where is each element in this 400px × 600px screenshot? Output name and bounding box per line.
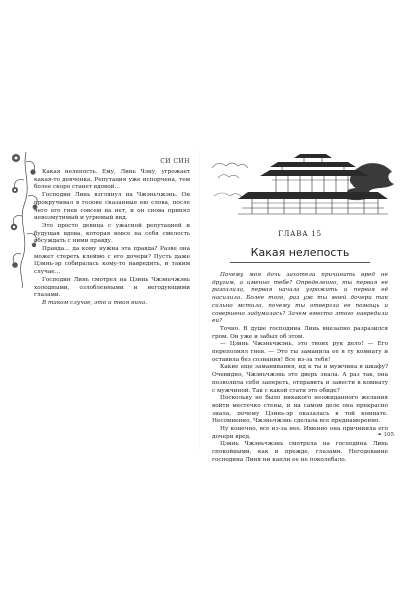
chapter-title: Какая нелепость: [250, 246, 350, 259]
paragraph: Цзинь Чжэньчжэнь смотрела на господина Линь спокойными, как и прежде, глазами. Негодование господина Линя ни капли ее не поколебало.: [212, 441, 388, 463]
chapter-label: ГЛАВА 15: [278, 230, 322, 238]
paragraph: Точно. В душе господина Линь внезапно разразился гром. Он уже и забыл об этом.: [212, 325, 388, 340]
page-number-block: [360, 432, 394, 438]
paragraph: Это просто девица с ужасной репутацией и будущая вдова, которая вовсе на себя смелость обсуждать с ними правду.: [34, 222, 190, 245]
paragraph: Почему моя дочь захотела причинить вред не другим, а именно тебе? Определенно, ты первая ее разозлила, первая начала угрожать и первая её насилила. Более того, раз уж ты моей дочери так сильно мстила, почему ты отвергла ее помощь и совершено задумалась? Зачем вместо этого навредила ей?: [212, 272, 388, 325]
page-number: 105: [383, 432, 394, 438]
paragraph: Ну конечно, все из-за нее. Именно она причинила его дочери вред.: [212, 426, 388, 440]
right-page: [200, 0, 400, 600]
title-rule: [230, 262, 370, 263]
running-head: СИ СИН: [160, 158, 190, 165]
paragraph: — Цзинь Чжэньчжэнь, это твоих рук дело! — Его переполнял гнев. — Это ты заманила ее в ту комнату и оставила без сознания! Все из-за тебя!: [212, 341, 388, 363]
chapter-title-block: [210, 244, 390, 266]
pagoda-illustration: [208, 148, 394, 218]
paragraph: Какие еще заманивания, ид к ты и мужчина в шкафу? Очевидно, Чжэньчжэнь это дверь знала. А раз так, она позволила себя запереть, отправить и завести в комнату с мужчиной. Так с какой стати это обиде?: [212, 364, 388, 394]
paragraph: Поскольку не было никакого неожиданного желания войти местечко стены, и на самом деле она прекрасно знала, почему Цзинь-эр оказалась в той комнате. Несомненно, Чжэньчжэнь сделала все преднамеренно.: [212, 395, 388, 425]
left-text-block: [34, 169, 190, 308]
paragraph: Какая нелепость. Ему, Линь Чэну, угрожает какая-то девчонка. Репутация уже испорчена, тем более скоро станет вдовой…: [34, 169, 190, 191]
paragraph: Правда… да кому нужна эта правда? Разве она может стереть клеймо с его дочери? Пусть даже Цзинь-эр собиралась кому-то навредить, и таким случае…: [34, 246, 190, 276]
paragraph: В таком случае, это и твоя вина.: [42, 299, 148, 306]
paragraph: Господин Линь смотрел на Цзинь Чжэньчжэнь холодными, озлобленными и негодующими глазами.: [34, 276, 190, 299]
paragraph: Господин Линь взглянул на Чжэньчжэнь. Он прокручивал в голове сказанные ею слова, после чего его гнев совсем на нет, и он снова принял невозмутимый и угрюмый вид.: [34, 192, 190, 222]
page-ornament-icon: ❧: [377, 432, 384, 438]
